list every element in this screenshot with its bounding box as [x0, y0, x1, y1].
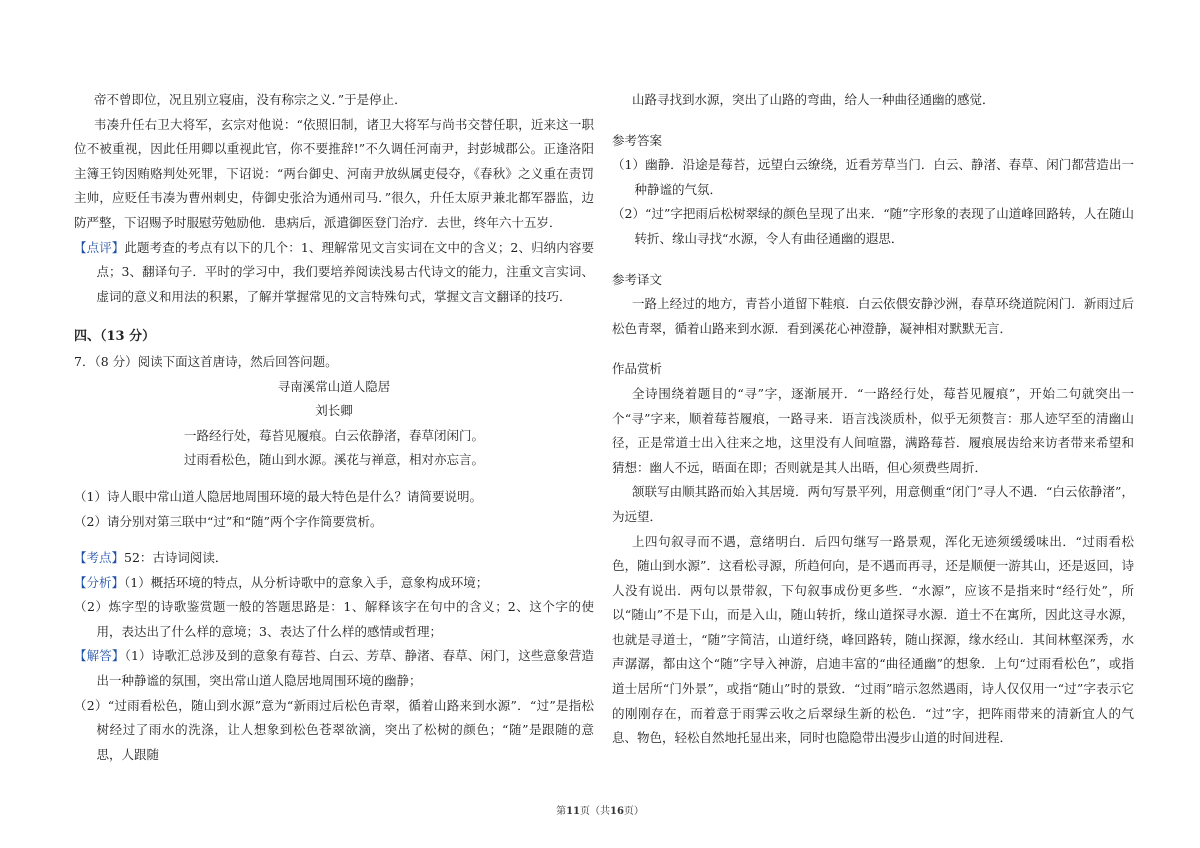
- appreciation-paragraph-3: 上四句叙寻而不遇，意绪明白．后四句继写一路景观，浑化无迹须缓缓味出．“过雨看松色，随山到水源”．这看松寻源，所趋何向，是不遇而再寻，还是顺便一游其山，还是返回，诗人没有说出．两句以景带叙，下句叙事成份更多些．“水源”，应该不是指来时“经行处”，所以“随山”不是下山，而是入山，随山转折，缘山道探寻水源．道士不在寓所，因此这寻水源，也就是寻道士，“随”字简洁，山道纡绕，峰回路转，随山探源，缘水经山．其间林壑深秀，水声潺潺，都由这个“随”字导入神游，启迪丰富的“曲径通幽”的想象．上句“过雨看松色”，或指道士居所“门外景”，或指“随山”时的景致．“过雨”暗示忽然遇雨，诗人仅仅用一“过”字表示它的刚刚存在，而着意于雨霁云收之后翠绿生新的松色．“过”字，把阵雨带来的清新宜人的气息、物色，轻松自然地托显出来，同时也隐隐带出漫步山道的时间进程．: [612, 533, 1134, 746]
- answer-line-2: （2）“过雨看松色，随山到水源”意为“新雨过后松色青翠，循着山路来到水源”．“过”是指松树经过了雨水的洗涤，让人想象到松色苍翠欲滴，突出了松树的颜色；“随”是跟随的意思，人跟随: [74, 697, 594, 762]
- footer-prefix: 第: [556, 806, 567, 817]
- analysis-tag: 【分析】: [74, 574, 125, 590]
- page-footer: [0, 802, 1200, 817]
- sub-question-2: （2）请分别对第三联中“过”和“随”两个字作简要赏析。: [74, 513, 383, 529]
- footer-mid: 页（共: [580, 806, 610, 817]
- answer-line-1: [74, 644, 594, 693]
- left-column: [74, 88, 594, 767]
- translation-paragraph: 韦凑升任右卫大将军，玄宗对他说：“依照旧制，诸卫大将军与尚书交替任职，近来这一职位不被重视，因此任用卿以重视此官，你不要推辞!”不久调任河南尹，封彭城郡公。正逢洛阳主簿王钧因贿赂判处死罪，下诏说：“两台御史、河南尹放纵属吏侵夺，《春秋》之义重在责罚主帅，应贬任韦凑为曹州刺史，侍御史张洽为通州司马．”很久，升任太原尹兼北都军器监，边防严整，下诏赐予时服慰劳勉励他．患病后，派遣御医登门治疗．去世，终年六十五岁．: [74, 116, 594, 230]
- reference-translation-text: 一路上经过的地方，青苔小道留下鞋痕．白云依偎安静沙洲，春草环绕道院闲门．新雨过后松色青翠，循着山路来到水源．看到溪花心神澄静，凝神相对默默无言．: [612, 296, 1134, 336]
- footer-total-pages: 16: [610, 806, 624, 817]
- poem-title: 寻南溪常山道人隐居: [277, 378, 391, 394]
- poem-line-2: 过雨看松色，随山到水源。溪花与禅意，相对亦忘言。: [183, 452, 484, 468]
- knowledge-tag: 【考点】: [74, 550, 125, 566]
- answer-tag: 【解答】: [74, 648, 125, 664]
- reference-answer-2: （2）“过”字把雨后松树翠绿的颜色呈现了出来．“随”字形象的表现了山道峰回路转，人在随山转折、缘山寻找“水源，令人有曲径通幽的遐思．: [612, 206, 1134, 246]
- appreciation-paragraph-2: 颔联写由顺其路而始入其居境．两句写景平列，用意侧重“闭门”寻人不遇．“白云依静渚”，为远望．: [612, 484, 1134, 524]
- comment-text: 此题考查的考点有以下的几个：1、理解常见文言实词在文中的含义；2、归纳内容要点；3、翻译句子．平时的学习中，我们要培养阅读浅易古代诗文的能力，注重文言实词、虚词的意义和用法的积累，了解并掌握常见的文言特殊句式，掌握文言文翻译的技巧．: [96, 239, 594, 304]
- answer-continuation: 山路寻找到水源，突出了山路的弯曲，给人一种曲径通幽的感觉．: [632, 92, 995, 107]
- knowledge-point: [74, 546, 594, 571]
- translation-end-line: 帝不曾即位，况且别立寝庙，没有称宗之义．”于是停止．: [94, 92, 407, 107]
- analysis-line-1: [74, 571, 594, 596]
- appreciation-paragraph-1: 全诗围绕着题目的“寻”字，逐渐展开．“一路经行处，莓苔见履痕”，开始二句就突出一个“寻”字来，顺着莓苔履痕，一路寻来．语言浅淡质朴，似乎无须赘言：那人迹罕至的清幽山径，正是常道士出入往来之地，这里没有人间喧嚣，满路莓苔．履痕展齿给来访者带来希望和猜想：幽人不远，晤面在即；否则就是其人出晤，但心须费些周折．: [612, 385, 1134, 475]
- question-7-prompt: 7．（8 分）阅读下面这首唐诗，然后回答问题。: [74, 353, 338, 369]
- sub-question-1: （1）诗人眼中常山道人隐居地周围环境的最大特色是什么？请简要说明。: [74, 488, 482, 504]
- comment-tag: 【点评】: [74, 239, 125, 255]
- right-column: [612, 88, 1134, 751]
- reference-translation-heading: 参考译文: [612, 271, 663, 287]
- knowledge-text: 52：古诗词阅读．: [124, 550, 228, 566]
- analysis-line-2: （2）炼字型的诗歌鉴赏题一般的答题思路是：1、解释该字在句中的含义；2、这个字的使用，表达出了什么样的意境；3、表达了什么样的感情或哲理；: [74, 599, 594, 639]
- answer-text-1: （1）诗歌汇总涉及到的意象有莓苔、白云、芳草、静渚、春草、闲门，这些意象营造出一种静谧的氛围，突出常山道人隐居地周围环境的幽静；: [96, 648, 594, 689]
- footer-page-number: 11: [566, 806, 580, 817]
- comment-block: [74, 236, 594, 310]
- poem-line-1: 一路经行处，莓苔见履痕。白云依静渚，春草闭闲门。: [183, 427, 484, 443]
- poem-author: 刘长卿: [315, 403, 353, 419]
- reference-answer-heading: 参考答案: [612, 132, 663, 148]
- footer-suffix: 页）: [623, 806, 644, 817]
- section-heading: 四、（13 分）: [74, 329, 156, 345]
- reference-answer-1: （1）幽静．沿途是莓苔，远望白云缭绕，近看芳草当门．白云、静渚、春草、闲门都营造出一种静谧的气氛．: [612, 157, 1134, 197]
- appreciation-heading: 作品赏析: [612, 361, 663, 377]
- analysis-text-1: （1）概括环境的特点，从分析诗歌中的意象入手，意象构成环境；: [124, 574, 489, 590]
